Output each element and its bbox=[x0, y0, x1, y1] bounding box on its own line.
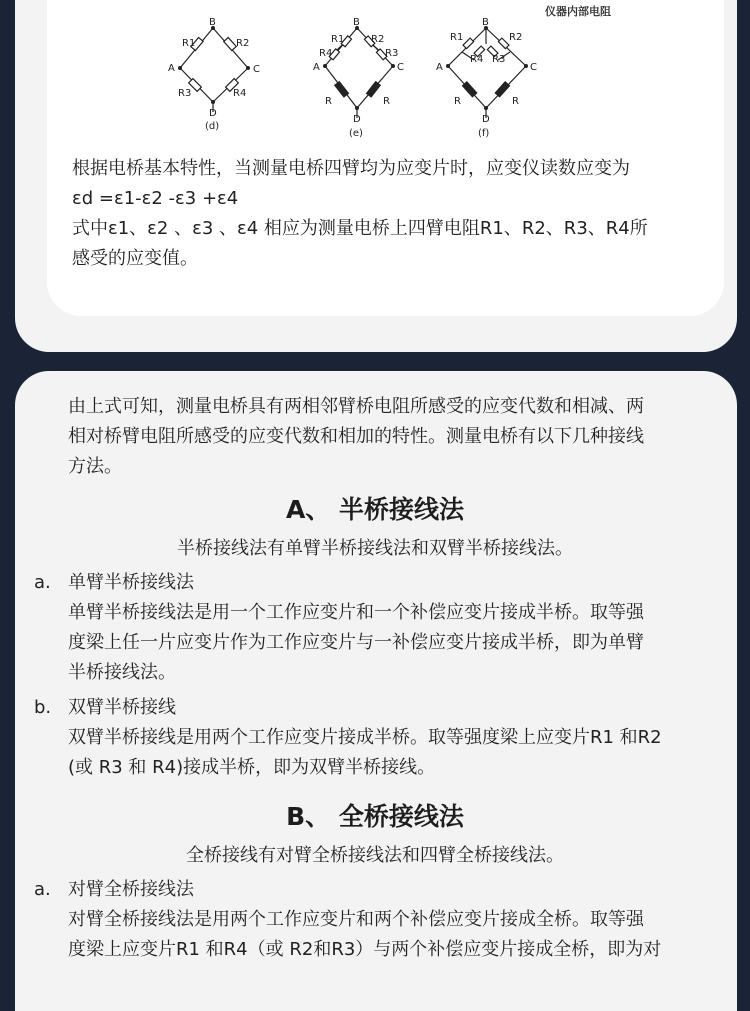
label-r2: R2 bbox=[371, 34, 385, 45]
node-a: A bbox=[436, 62, 443, 73]
single-arm-line-1: 单臂半桥接线法是用一个工作应变片和一个补偿应变片接成半桥。取等强 bbox=[68, 602, 644, 623]
opposite-arm-line-1: 对臂全桥接线法是用两个工作应变片和两个补偿应变片接成全桥。取等强 bbox=[68, 909, 644, 930]
full-bridge-summary: 全桥接线有对臂全桥接线法和四臂全桥接线法。 bbox=[186, 845, 564, 866]
bridge-diagram-e bbox=[305, 14, 420, 144]
label-r-left: R bbox=[454, 96, 461, 107]
node-d: D bbox=[482, 114, 490, 125]
node-d: D bbox=[353, 114, 361, 125]
node-c: C bbox=[397, 62, 404, 73]
label-r1: R1 bbox=[331, 34, 345, 45]
node-d: D bbox=[209, 108, 217, 119]
node-b: B bbox=[353, 17, 360, 28]
caption-d: (d) bbox=[205, 121, 220, 132]
node-c: C bbox=[530, 62, 537, 73]
double-arm-line-2: (或 R3 和 R4)接成半桥，即为双臂半桥接线。 bbox=[68, 757, 436, 778]
label-r2: R2 bbox=[236, 38, 250, 49]
list-marker-c: a. bbox=[34, 879, 51, 900]
label-r3: R3 bbox=[385, 48, 399, 59]
opposite-arm-line-2: 度梁上应变片R1 和R4（或 R2和R3）与两个补偿应变片接成全桥，即为对 bbox=[68, 939, 662, 960]
intro-line-2: 相对桥臂电阻所感受的应变代数和相加的特性。测量电桥有以下几种接线 bbox=[68, 426, 644, 447]
label-r3: R3 bbox=[492, 54, 506, 65]
label-r-right: R bbox=[512, 96, 519, 107]
node-b: B bbox=[482, 17, 489, 28]
caption-f: (f) bbox=[478, 128, 490, 139]
node-c: C bbox=[253, 64, 260, 75]
single-arm-title: 单臂半桥接线法 bbox=[68, 572, 194, 593]
formula-explanation: 式中ε1、ε2 、ε3 、ε4 相应为测量电桥上四臂电阻R1、R2、R3、R4所 bbox=[72, 218, 648, 239]
label-r1: R1 bbox=[182, 38, 196, 49]
formula-explanation-end: 感受的应变值。 bbox=[72, 248, 198, 269]
label-r-left: R bbox=[325, 96, 332, 107]
label-r2: R2 bbox=[509, 32, 523, 43]
heading-half-bridge: A、 半桥接线法 bbox=[285, 495, 465, 524]
node-b: B bbox=[209, 17, 216, 28]
list-marker-a: a. bbox=[34, 572, 51, 593]
heading-full-bridge: B、 全桥接线法 bbox=[286, 802, 464, 831]
label-r4: R4 bbox=[233, 88, 247, 99]
double-arm-title: 双臂半桥接线 bbox=[68, 697, 176, 718]
half-bridge-summary: 半桥接线法有单臂半桥接线法和双臂半桥接线法。 bbox=[177, 538, 573, 559]
label-r3: R3 bbox=[178, 88, 192, 99]
diagram-note: 仪器内部电阻 bbox=[545, 5, 611, 18]
formula: εd =ε1-ε2 -ε3 +ε4 bbox=[72, 188, 239, 209]
bridge-diagram-d bbox=[160, 14, 270, 139]
label-r4: R4 bbox=[319, 48, 333, 59]
single-arm-line-3: 半桥接线法。 bbox=[68, 662, 176, 683]
list-marker-b: b. bbox=[34, 697, 52, 718]
intro-line-3: 方法。 bbox=[68, 456, 122, 477]
intro-line-1: 由上式可知，测量电桥具有两相邻臂桥电阻所感受的应变代数和相减、两 bbox=[68, 396, 644, 417]
node-a: A bbox=[168, 63, 175, 74]
formula-intro: 根据电桥基本特性，当测量电桥四臂均为应变片时，应变仪读数应变为 bbox=[72, 158, 630, 179]
label-r4: R4 bbox=[470, 54, 484, 65]
single-arm-line-2: 度梁上任一片应变片作为工作应变片与一补偿应变片接成半桥，即为单臂 bbox=[68, 632, 644, 653]
bridge-diagram-f bbox=[430, 14, 545, 144]
node-a: A bbox=[313, 62, 320, 73]
caption-e: (e) bbox=[349, 128, 363, 139]
double-arm-line-1: 双臂半桥接线是用两个工作应变片接成半桥。取等强度梁上应变片R1 和R2 bbox=[68, 727, 662, 748]
label-r1: R1 bbox=[450, 32, 464, 43]
opposite-arm-title: 对臂全桥接线法 bbox=[68, 879, 194, 900]
label-r-right: R bbox=[383, 96, 390, 107]
